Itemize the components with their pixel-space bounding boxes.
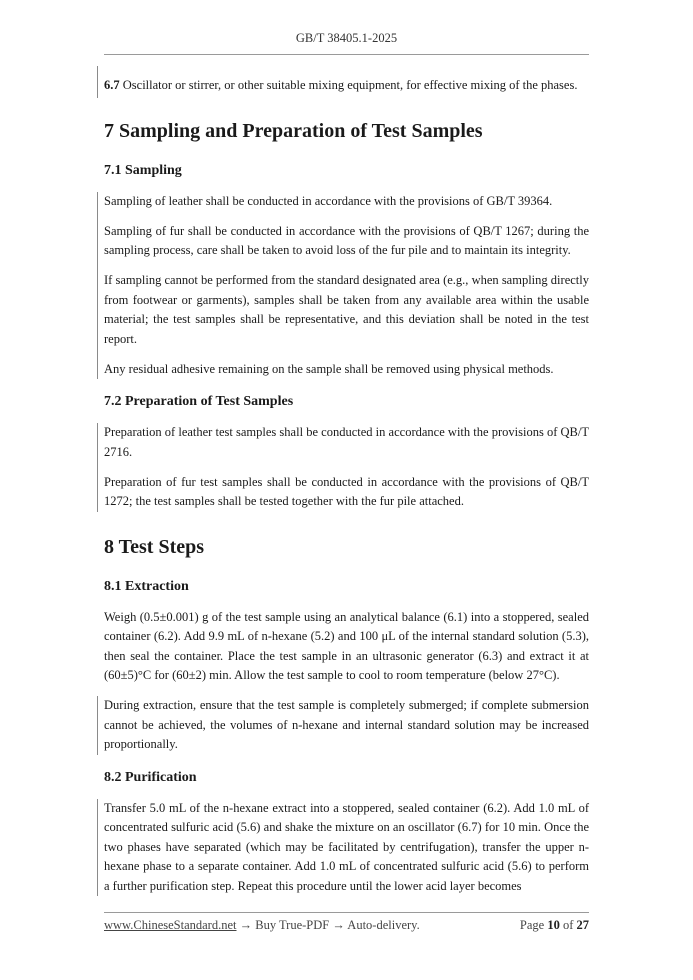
section-7-title: 7 Sampling and Preparation of Test Samples [104, 119, 483, 142]
item-number: 6.7 [104, 78, 120, 92]
page-content [104, 66, 589, 896]
paragraph: Preparation of fur test samples shall be conducted in accordance with the provisions of QB/T 1272; the test samples shall be tested together with the fur pile attached. [104, 474, 589, 508]
page-total: 27 [576, 918, 589, 932]
section-7-1-title: 7.1 Sampling [104, 162, 182, 178]
document-id-header: GB/T 38405.1-2025 [295, 31, 398, 45]
section-7-1-body [104, 192, 589, 380]
paragraph: Sampling of leather shall be conducted in accordance with the provisions of GB/T 39364. [104, 193, 553, 208]
paragraph: Any residual adhesive remaining on the sample shall be removed using physical methods. [104, 361, 554, 376]
section-8-1-body [104, 608, 589, 755]
of-label: of [559, 918, 577, 932]
paragraph: Weigh (0.5±0.001) g of the test sample using an analytical balance (6.1) into a stoppered, sealed container (6.2). Add 9.9 mL of n-hexane (5.2) and 100 μL of the internal standard solution (5.3), then seal the container. Place the test sample in an ultrasonic generator (6.3) and extract it at (60±5)°C for (60±2) min. Allow the test sample to cool to room temperature (below 27°C). [104, 609, 589, 682]
section-7-2-body [104, 423, 589, 512]
paragraph: Preparation of leather test samples shall be conducted in accordance with the provisions of QB/T 2716. [104, 425, 589, 459]
footer-divider [104, 912, 589, 913]
section-8-1-title: 8.1 Extraction [104, 578, 189, 594]
section-8-2-body [104, 799, 589, 897]
section-7-2-title: 7.2 Preparation of Test Samples [104, 394, 294, 409]
section-8-title: 8 Test Steps [104, 535, 205, 558]
paragraph: Transfer 5.0 mL of the n-hexane extract into a stoppered, sealed container (6.2). Add 1.0 mL of concentrated sulfuric acid (5.6) and shake the mixture on an oscillator (6.7) for 10 min. Once the two phases have separated (which may be facilitated by centrifugation), transfer the upper n-hexane phase to a separate container. Add 1.0 mL of concentrated sulfuric acid (5.6) to perform a further purification step. Repeat this procedure until the lower acid layer becomes [104, 800, 589, 893]
section-8-2-title: 8.2 Purification [104, 769, 197, 785]
item-text: Oscillator or stirrer, or other suitable mixing equipment, for effective mixing of the phases. [119, 78, 578, 92]
site-link[interactable]: www.ChineseStandard.net [104, 918, 237, 932]
page-indicator [520, 918, 589, 933]
page-number: 10 [547, 918, 560, 932]
header-divider [104, 54, 589, 55]
page-label: Page [519, 918, 548, 932]
paragraph: Sampling of fur shall be conducted in accordance with the provisions of QB/T 1267; during the sampling process, care shall be taken to avoid loss of the fur pile and to maintain its integrity. [104, 223, 589, 257]
item-6-7 [104, 66, 589, 98]
footer-links [104, 918, 420, 933]
extraction-note [104, 696, 589, 755]
paragraph: If sampling cannot be performed from the standard designated area (e.g., when sampling directly from footwear or garments), samples shall be taken from any available area within the usable material; the test samples shall be representative, and this deviation shall be noted in the test report. [104, 273, 589, 346]
paragraph: During extraction, ensure that the test sample is completely submerged; if complete submersion cannot be achieved, the volumes of n-hexane and internal standard solution may be increased proportionally. [104, 698, 589, 751]
footer-tagline: → Buy True-PDF → Auto-delivery. [236, 918, 420, 932]
